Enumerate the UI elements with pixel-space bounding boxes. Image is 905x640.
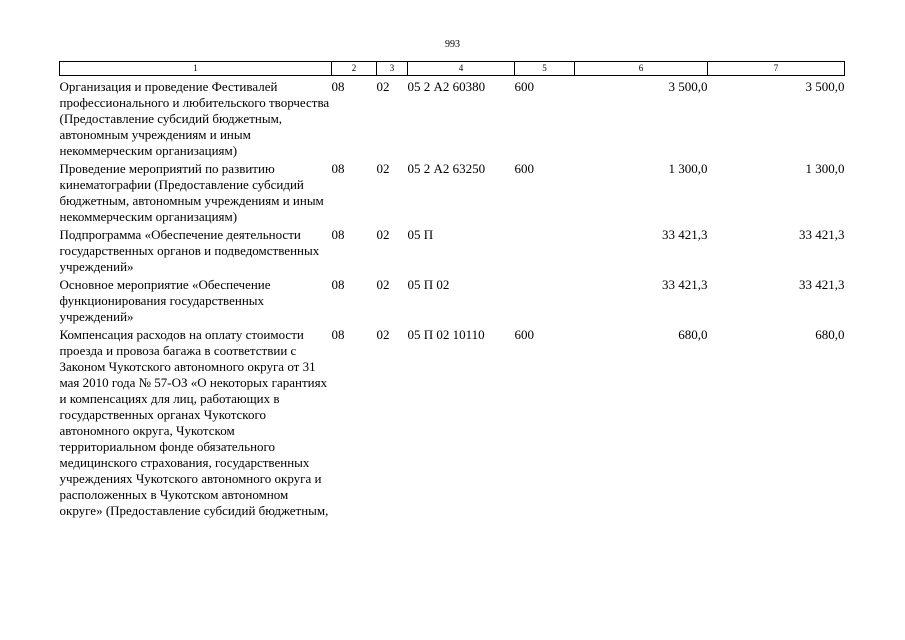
row-expense-type <box>515 275 575 325</box>
row-amount-col7: 1 300,0 <box>805 161 845 176</box>
row-name: Подпрограмма «Обеспечение деятельности государственных органов и подведомственных учреждений» <box>59 227 320 274</box>
header-row <box>60 62 845 76</box>
row-subsection: 02 <box>376 79 390 94</box>
row-amount-col7: 33 421,3 <box>799 277 845 292</box>
row-section: 08 <box>331 277 345 292</box>
row-amount-col6: 1 300,0 <box>668 161 708 176</box>
header-col-5: 5 <box>515 62 575 76</box>
row-subsection: 02 <box>376 161 390 176</box>
row-name: Проведение мероприятий по развитию кинематографии (Предоставление субсидий бюджетным, автономным учреждениям и иным некоммерческим организациям) <box>59 161 324 224</box>
page-number: 993 <box>445 39 460 50</box>
row-target-code: 05 П 02 <box>407 277 450 292</box>
row-section: 08 <box>331 79 345 94</box>
budget-table <box>59 61 845 519</box>
header-col-7: 7 <box>708 62 845 76</box>
row-amount-col6: 3 500,0 <box>668 79 708 94</box>
row-target-code: 05 П <box>407 227 434 242</box>
table-row <box>60 225 845 275</box>
row-name: Компенсация расходов на оплату стоимости проезда и провоза багажа в соответствии с Законом Чукотского автономного округа от 31 мая 2010 года № 57-ОЗ «О некоторых гарантиях и компенсациях для лиц, работающих в государственных органах Чукотского автономного округа, Чукотском территориальном фонде обязательного медицинского страхования, государственных учреждениях Чукотского автономного округа и расположенных в Чукотском автономном округе» (Предоставление субсидий бюджетным, <box>59 327 329 518</box>
table-row <box>60 275 845 325</box>
row-target-code: 05 2 А2 63250 <box>407 161 486 176</box>
header-col-2: 2 <box>332 62 377 76</box>
row-amount-col7: 3 500,0 <box>805 79 845 94</box>
header-col-4: 4 <box>408 62 515 76</box>
row-section: 08 <box>331 327 345 342</box>
row-amount-col7: 680,0 <box>815 327 845 342</box>
row-name: Основное мероприятие «Обеспечение функционирования государственных учреждений» <box>59 277 271 324</box>
row-expense-type: 600 <box>514 161 534 176</box>
header-col-1: 1 <box>60 62 332 76</box>
row-expense-type <box>515 225 575 275</box>
table-row <box>60 76 845 160</box>
row-target-code: 05 2 А2 60380 <box>407 79 486 94</box>
row-expense-type: 600 <box>514 327 534 342</box>
row-amount-col6: 33 421,3 <box>662 277 708 292</box>
row-subsection: 02 <box>376 327 390 342</box>
row-subsection: 02 <box>376 277 390 292</box>
row-amount-col7: 33 421,3 <box>799 227 845 242</box>
row-subsection: 02 <box>376 227 390 242</box>
header-col-6: 6 <box>575 62 708 76</box>
row-amount-col6: 33 421,3 <box>662 227 708 242</box>
header-col-3: 3 <box>377 62 408 76</box>
row-name: Организация и проведение Фестивалей профессионального и любительского творчества (Предоставление субсидий бюджетным, автономным учреждениям и иным некоммерческим организациям) <box>59 79 330 158</box>
row-section: 08 <box>331 227 345 242</box>
row-target-code: 05 П 02 10110 <box>407 327 485 342</box>
row-amount-col6: 680,0 <box>678 327 708 342</box>
row-section: 08 <box>331 161 345 176</box>
table-row <box>60 325 845 519</box>
table-row <box>60 159 845 225</box>
row-expense-type: 600 <box>514 79 534 94</box>
